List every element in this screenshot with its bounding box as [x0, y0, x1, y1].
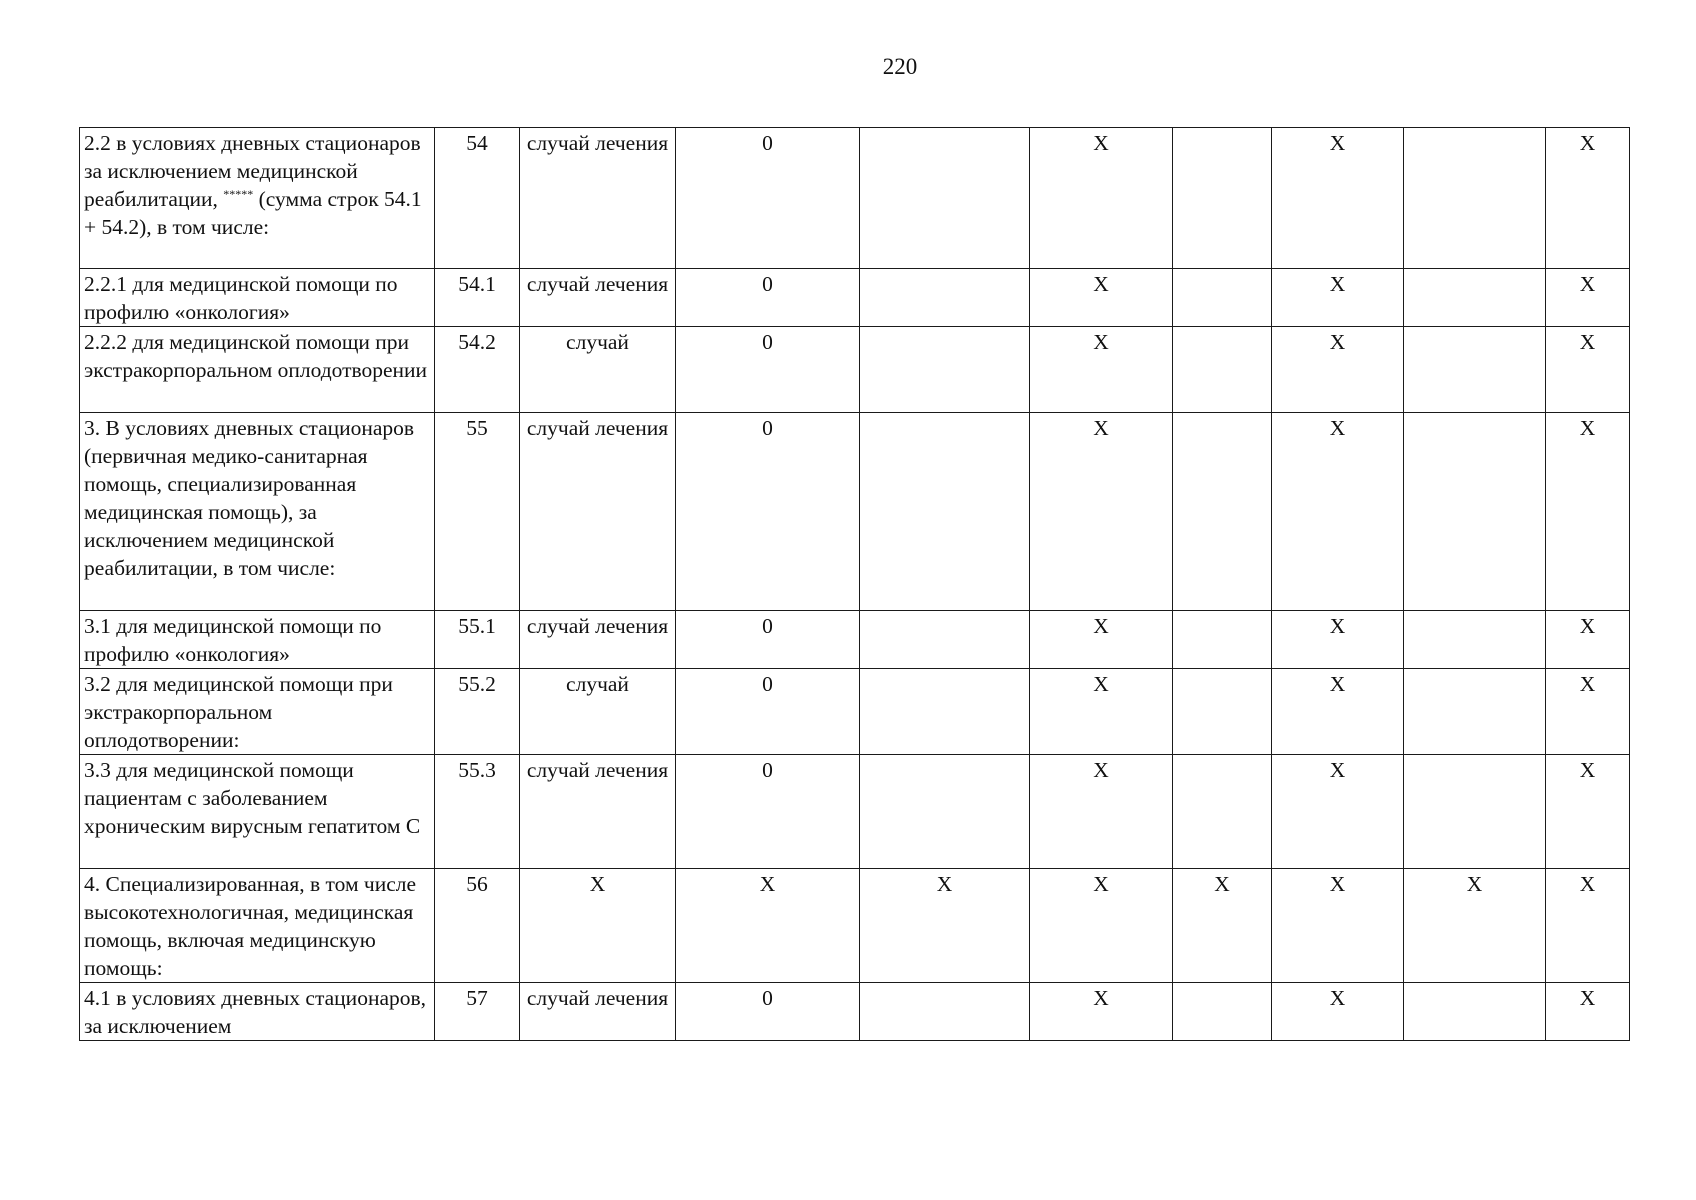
value-cell: X [1272, 413, 1404, 611]
unit-cell: случай [520, 669, 676, 755]
value-cell: X [1030, 983, 1173, 1041]
value-cell: X [676, 869, 860, 983]
value-cell [1404, 269, 1546, 327]
table-row [80, 869, 1630, 983]
value-cell [1173, 413, 1272, 611]
row-code-cell: 56 [435, 869, 520, 983]
value-cell [1404, 327, 1546, 413]
value-cell [1173, 327, 1272, 413]
row-name-cell: 2.2.2 для медицинской помощи при экстракорпоральном оплодотворении [80, 327, 435, 413]
value-cell: X [1272, 983, 1404, 1041]
value-cell [1173, 128, 1272, 269]
value-cell: X [1546, 327, 1630, 413]
value-cell: 0 [676, 413, 860, 611]
value-cell: X [1546, 128, 1630, 269]
value-cell [1404, 128, 1546, 269]
row-name-cell [80, 128, 435, 269]
value-cell [860, 611, 1030, 669]
page-number: 220 [882, 54, 918, 79]
value-cell [860, 327, 1030, 413]
value-cell [1173, 983, 1272, 1041]
value-cell: X [1030, 269, 1173, 327]
value-cell: 0 [676, 669, 860, 755]
table-row [80, 413, 1630, 611]
table-row [80, 128, 1630, 269]
row-code-cell: 57 [435, 983, 520, 1041]
value-cell: X [1546, 269, 1630, 327]
value-cell: X [860, 869, 1030, 983]
table-row [80, 327, 1630, 413]
value-cell [1173, 269, 1272, 327]
value-cell: 0 [676, 327, 860, 413]
unit-cell: X [520, 869, 676, 983]
unit-cell: случай лечения [520, 128, 676, 269]
table-row [80, 669, 1630, 755]
value-cell: 0 [676, 611, 860, 669]
value-cell: X [1272, 669, 1404, 755]
value-cell [860, 755, 1030, 869]
value-cell [860, 983, 1030, 1041]
value-cell: 0 [676, 128, 860, 269]
value-cell: X [1404, 869, 1546, 983]
unit-cell: случай лечения [520, 269, 676, 327]
value-cell: X [1272, 327, 1404, 413]
row-name-cell: 3.1 для медицинской помощи по профилю «онкология» [80, 611, 435, 669]
row-code-cell: 55.1 [435, 611, 520, 669]
value-cell [1173, 755, 1272, 869]
value-cell: X [1546, 611, 1630, 669]
value-cell [1404, 755, 1546, 869]
value-cell [1404, 669, 1546, 755]
value-cell [860, 669, 1030, 755]
row-name-cell: 3.3 для медицинской помощи пациентам с заболеванием хроническим вирусным гепатитом С [80, 755, 435, 869]
value-cell: X [1546, 413, 1630, 611]
value-cell: X [1546, 669, 1630, 755]
value-cell: 0 [676, 755, 860, 869]
data-table [79, 127, 1630, 1041]
footnote-marker: ***** [223, 187, 254, 201]
row-code-cell: 55.3 [435, 755, 520, 869]
row-code-cell: 55 [435, 413, 520, 611]
value-cell: X [1030, 669, 1173, 755]
row-code-cell: 54.2 [435, 327, 520, 413]
value-cell [860, 269, 1030, 327]
value-cell: X [1173, 869, 1272, 983]
value-cell [1404, 413, 1546, 611]
value-cell [860, 413, 1030, 611]
unit-cell: случай [520, 327, 676, 413]
table-row [80, 983, 1630, 1041]
value-cell: X [1272, 269, 1404, 327]
row-name-text: 2.2 в условиях дневных стационаров за исключением медицинской реабилитации, [84, 131, 421, 211]
value-cell [1404, 611, 1546, 669]
row-code-cell: 54.1 [435, 269, 520, 327]
table-row [80, 269, 1630, 327]
row-name-suffix: (сумма строк 54.1 + 54.2), в том числе: [84, 187, 422, 239]
unit-cell: случай лечения [520, 983, 676, 1041]
row-name-cell: 2.2.1 для медицинской помощи по профилю «онкология» [80, 269, 435, 327]
value-cell: X [1272, 128, 1404, 269]
value-cell [1173, 669, 1272, 755]
value-cell: 0 [676, 983, 860, 1041]
value-cell: X [1030, 327, 1173, 413]
row-name-cell: 3.2 для медицинской помощи при экстракорпоральном оплодотворении: [80, 669, 435, 755]
value-cell: X [1272, 611, 1404, 669]
table-row [80, 755, 1630, 869]
value-cell [1404, 983, 1546, 1041]
unit-cell: случай лечения [520, 755, 676, 869]
row-code-cell: 55.2 [435, 669, 520, 755]
row-name-cell: 3. В условиях дневных стационаров (первичная медико-санитарная помощь, специализированная медицинская помощь), за исключением медицинской реабилитации, в том числе: [80, 413, 435, 611]
value-cell: X [1272, 755, 1404, 869]
value-cell: X [1030, 611, 1173, 669]
value-cell: X [1546, 983, 1630, 1041]
value-cell [1173, 611, 1272, 669]
value-cell [860, 128, 1030, 269]
value-cell: 0 [676, 269, 860, 327]
table-row [80, 611, 1630, 669]
value-cell: X [1546, 755, 1630, 869]
value-cell: X [1030, 869, 1173, 983]
row-name-cell: 4. Специализированная, в том числе высокотехнологичная, медицинская помощь, включая медицинскую помощь: [80, 869, 435, 983]
unit-cell: случай лечения [520, 413, 676, 611]
value-cell: X [1030, 755, 1173, 869]
row-code-cell: 54 [435, 128, 520, 269]
value-cell: X [1030, 128, 1173, 269]
value-cell: X [1030, 413, 1173, 611]
unit-cell: случай лечения [520, 611, 676, 669]
value-cell: X [1546, 869, 1630, 983]
value-cell: X [1272, 869, 1404, 983]
row-name-cell: 4.1 в условиях дневных стационаров, за исключением [80, 983, 435, 1041]
